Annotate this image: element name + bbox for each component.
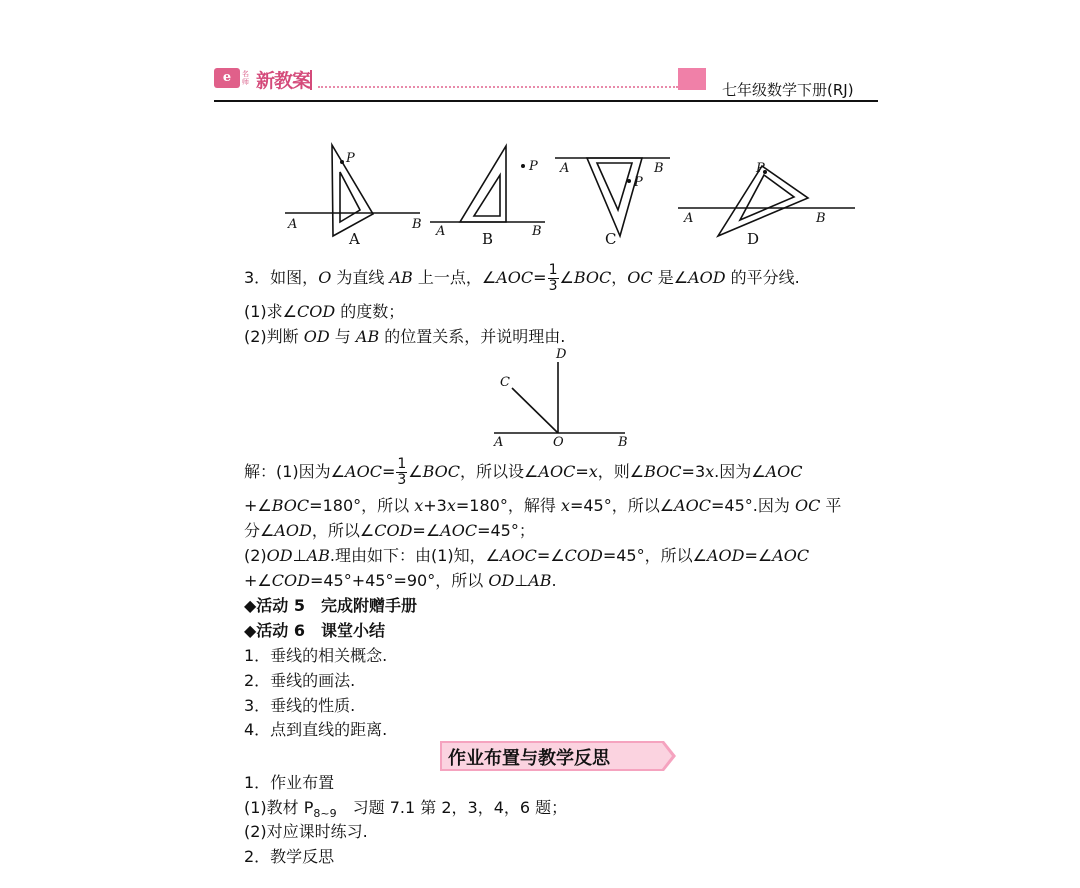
- summary-item-4: 4．点到直线的距离.: [244, 720, 388, 739]
- fraction-one-third-2: $\frac{1}{3}$: [397, 456, 407, 488]
- diagram-label-b: B: [618, 435, 628, 450]
- homework-item-1: (1)教材 $P_{8\sim 9}$ 习题 7.1 第 2，3，4，6 题；: [244, 798, 568, 821]
- diagram-label-c: C: [500, 375, 510, 390]
- fraction-one-third: $\frac{1}{3}$: [548, 262, 558, 294]
- homework-heading: 1．作业布置: [244, 773, 335, 792]
- fig-d-label-b: B: [816, 211, 826, 226]
- logo-text: 新教案: [256, 70, 311, 92]
- triangle-figures: [270, 130, 870, 255]
- fig-c-label-b: B: [654, 161, 664, 176]
- logo-small-text: 名师: [242, 70, 249, 86]
- fig-a-label-b: B: [412, 217, 422, 232]
- header-rule: [214, 100, 878, 102]
- book-title: 七年级数学下册(RJ): [722, 81, 854, 99]
- homework-item-2: (2)对应课时练习.: [244, 822, 368, 841]
- solution-line-5: +∠COD=45°+45°=90°，所以 OD⊥AB.: [244, 571, 557, 590]
- problem3-q1: (1)求∠COD 的度数；: [244, 302, 405, 321]
- solution-line-3: 分∠AOD，所以∠COD=∠AOC=45°；: [244, 521, 535, 540]
- fig-a-label-a: A: [288, 217, 298, 232]
- solution-line-1: 解：(1)因为∠AOC= $\frac{1}{3}$ ∠BOC，所以设∠AOC=x，则∠BOC=3x.因为∠AOC: [244, 456, 803, 488]
- summary-item-2: 2．垂线的画法.: [244, 671, 356, 690]
- fig-label-a: A: [349, 230, 360, 248]
- logo-icon: e: [214, 68, 240, 88]
- diagram-label-d: D: [556, 347, 567, 362]
- fig-d-point-p: P: [756, 161, 765, 176]
- header-dotted-line: [318, 86, 678, 88]
- fig-c-point-p: P: [634, 175, 643, 190]
- fig-d-label-a: A: [684, 211, 694, 226]
- solution-line-4: (2)OD⊥AB.理由如下：由(1)知，∠AOC=∠COD=45°，所以∠AOD=∠AOC: [244, 546, 810, 565]
- fig-b-label-a: A: [436, 224, 446, 239]
- problem3-statement: 3．如图，O 为直线 AB 上一点，∠AOC= $\frac{1}{3}$ ∠BOC，OC 是∠AOD 的平分线.: [244, 262, 800, 294]
- fig-label-b: B: [482, 230, 494, 248]
- reflection-heading: 2．教学反思: [244, 847, 335, 866]
- fig-a-point-p: P: [346, 151, 355, 166]
- fig-label-c: C: [605, 230, 617, 248]
- logo-divider: [310, 70, 312, 90]
- activity-5: ◆活动 5 完成附赠手册: [244, 596, 418, 615]
- header-pink-block: [678, 68, 706, 90]
- angle-diagram: [488, 342, 638, 450]
- diagram-label-o: O: [553, 435, 564, 450]
- solution-line-2: +∠BOC=180°，所以 x+3x=180°，解得 x=45°，所以∠AOC=45°.因为 OC 平: [244, 496, 842, 515]
- fig-label-d: D: [747, 230, 760, 248]
- problem3-q2: (2)判断 OD 与 AB 的位置关系，并说明理由.: [244, 327, 566, 346]
- fig-c-label-a: A: [560, 161, 570, 176]
- diagram-label-a: A: [494, 435, 504, 450]
- section-banner-title: 作业布置与教学反思: [448, 748, 610, 769]
- fig-b-point-p: P: [529, 159, 538, 174]
- activity-6: ◆活动 6 课堂小结: [244, 621, 386, 640]
- summary-item-1: 1．垂线的相关概念.: [244, 646, 388, 665]
- fig-b-label-b: B: [532, 224, 542, 239]
- summary-item-3: 3．垂线的性质.: [244, 696, 356, 715]
